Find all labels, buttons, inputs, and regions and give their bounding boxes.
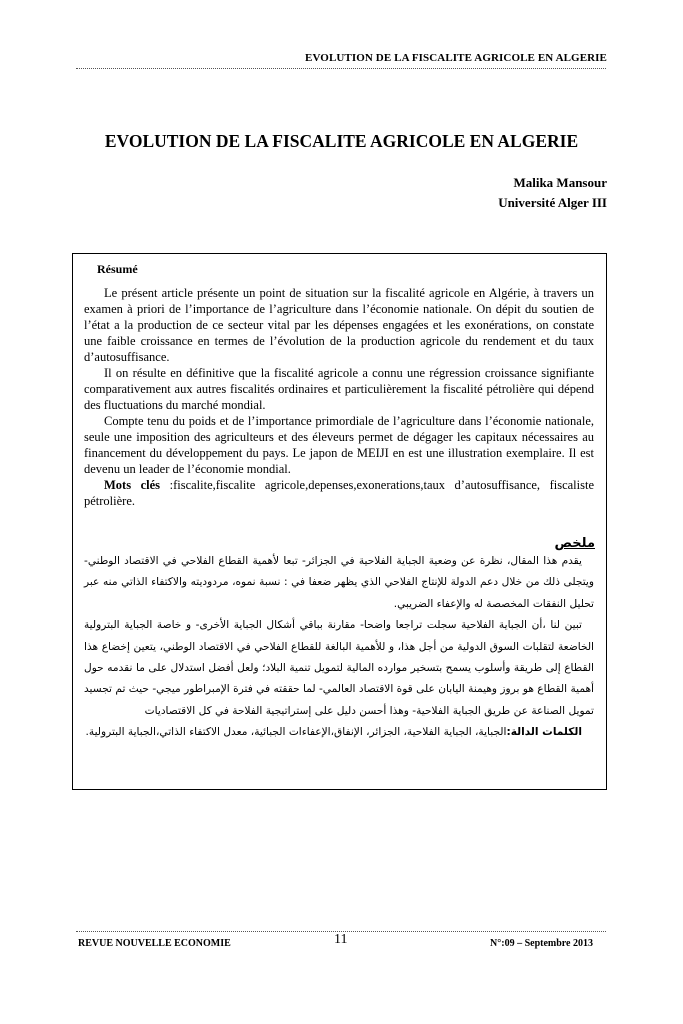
keywords-fr-list: :fiscalite,fiscalite agricole,depenses,exonerations,taux d’autosuffisance, fiscaliste pétrolière. <box>84 478 595 508</box>
author-name: Malika Mansour <box>513 175 607 190</box>
abstract-fr-paragraph: Il on résulte en définitive que la fiscalité agricole a connu une régression croissance signifiante comparativement aux autres fiscalités ordinaires et particulièrement la fiscalité pétrolière qui dépend des fluctuations du marché mondial. <box>84 366 594 412</box>
abstract-fr <box>84 285 594 509</box>
abstract-fr-paragraph: Le présent article présente un point de situation sur la fiscalité agricole en Algérie, à travers un examen à priori de l’importance de l’agriculture dans l’économie nationale. On dépit du soutien de l’état a la production de ce secteur vital par les dépenses engagées et les exonérations, on constate une faible croissance en termes de l’évolution de la production agricole du rendement et du taux d’autosuffisance. <box>84 286 594 364</box>
arabic-abstract-heading: ملخص <box>554 536 595 551</box>
page-number: 11 <box>334 932 348 947</box>
abstract-ar-paragraph: يقدم هذا المقال، نظرة عن وضعية الجباية الفلاحية في الجزائر- تبعا لأهمية القطاع الفلاحي في الاقتصاد الوطني- ويتجلى ذلك من خلال دعم الدولة للإنتاج الفلاحي الذي يظهر ضعفا في : نسبة نموه، مردوديته والاكتفاء الذاتي منه عبر تحليل النفقات المخصصة له والإعفاء الضريبي. <box>84 555 594 610</box>
abstract-ar <box>84 551 594 744</box>
keywords-ar-label: الكلمات الدالة: <box>506 726 582 739</box>
header-divider <box>76 68 606 69</box>
keywords-ar <box>84 722 594 743</box>
keywords-fr-label: Mots clés <box>104 478 161 492</box>
footer-issue: N°:09 – Septembre 2013 <box>490 938 593 949</box>
article-title: EVOLUTION DE LA FISCALITE AGRICOLE EN ALGERIE <box>104 131 579 151</box>
running-header: EVOLUTION DE LA FISCALITE AGRICOLE EN ALGERIE <box>305 52 607 64</box>
author-affiliation: Université Alger III <box>498 195 607 210</box>
keywords-fr <box>84 477 594 509</box>
abstract-ar-paragraph: تبين لنا ،أن الجباية الفلاحية سجلت تراجعا واضحا- مقارنة بباقي أشكال الجباية الأخرى- و خاصة الجباية البترولية الخاضعة لتقلبات السوق الدولية من أجل هذا، و للأهمية البالغة للقطاع الفلاحي في الاقتصاد الوطني، يتعين إخضاع هذا القطاع إلى طريقة وأسلوب يسمح بتسخير موارده المالية لتمويل تنمية البلاد؛ ولعل أفضل استدلال على ما نقدمه حول أهمية القطاع هو بروز وهيمنة اليابان على قوة الاقتصاد العالمي- لما حققته في فترة الإمبراطور ميجي- حيث تم تجسيد تمويل الصناعة عن طريق الجباية الفلاحية- وهذا أحسن دليل على إستراتيجية الفلاحة في كل الاقتصاديات <box>84 619 594 717</box>
keywords-ar-list: الجباية، الجباية الفلاحية، الجزائر، الإنفاق،الإعفاءات الجبائية، معدل الاكتفاء الذاتي،الجباية البترولية. <box>85 726 507 739</box>
footer-journal: REVUE NOUVELLE ECONOMIE <box>78 938 231 949</box>
abstract-fr-paragraph: Compte tenu du poids et de l’importance primordiale de l’agriculture dans l’économie nationale, seule une imposition des agriculteurs et des éleveurs permet de dégager les capitaux nécessaires au financement du développement du pays. Le japon de MEIJI en est une illustration exemplaire. Il est devenu un leader de l’économie mondial. <box>84 414 594 476</box>
resume-heading: Résumé <box>97 262 138 276</box>
